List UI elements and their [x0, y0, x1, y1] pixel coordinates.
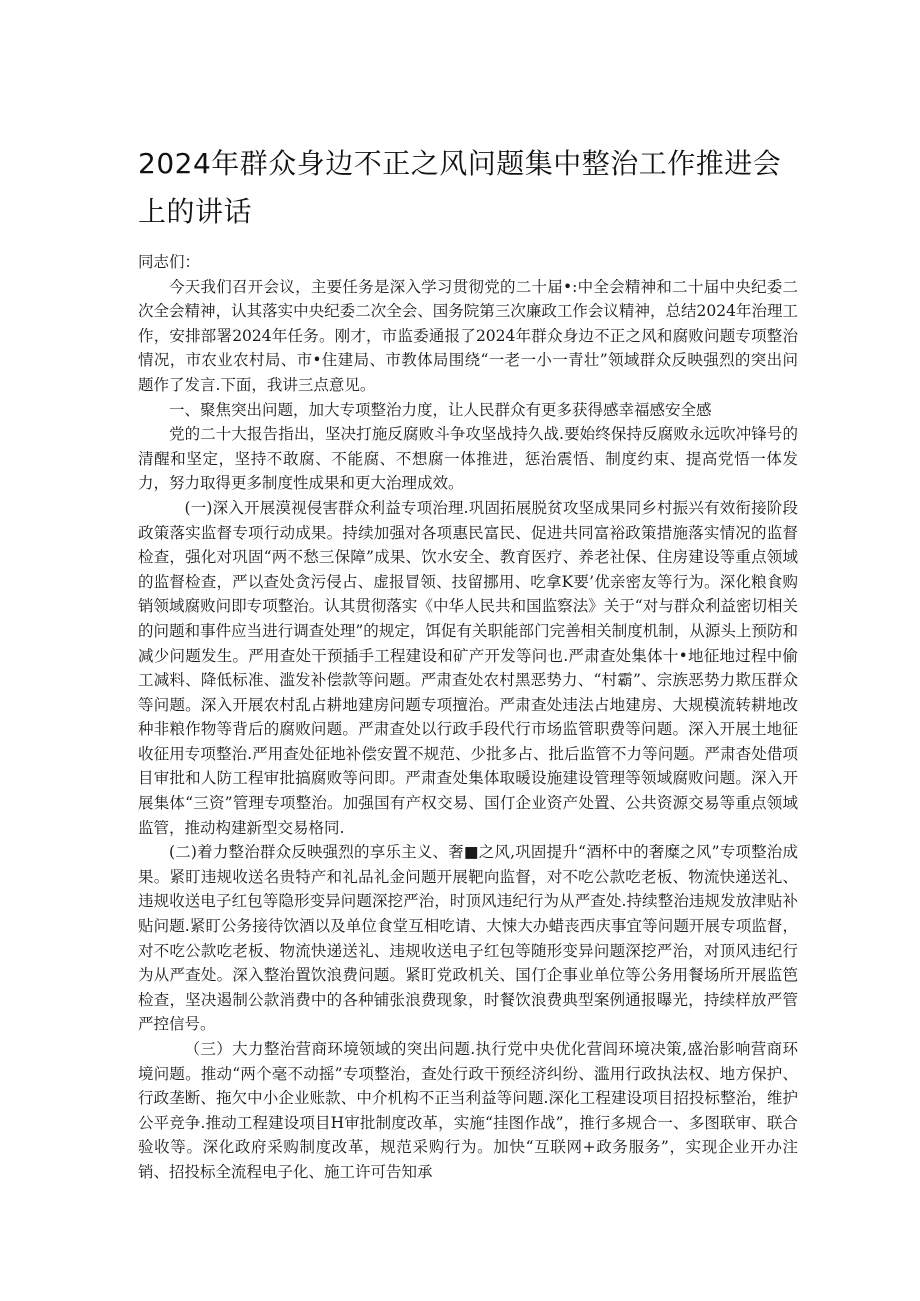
section-1-body: 党的二十大报告指出，坚决打施反腐败斗争攻坚战持久战.要始终保持反腐败永远吹冲锋号的清醒和坚定，坚持不敢腐、不能腐、不想腐一体推进，惩治震悟、制度约束、提高党悟一体发力，努力取得更多制度性成果和更大治理成效。: [138, 425, 798, 493]
item-3-paragraph: （三）大力整治营商环境领域的突出问题.执行党中央优化营闾环境决策,盛治影响营商环境问题。推动“两个毫不动摇”专项整治，查处行政干预经济纠纷、滥用行政执法权、地方保护、行政垄断、拖欠中小企业账款、中介机构不正当利益等问题.深化工程建设项目招投标整治，维护公平竞争.推动工程建设项目H审批制度改革，实施“挂图作战”，推行多规合一、多图联审、联合验收等。深化政府采购制度改革，规范采购行为。加快“互联网+政务服务”，实现企业开办注销、招投标全流程电子化、施工许可告知承: [138, 1040, 798, 1181]
item-1-paragraph: (一)深入开展漠视侵害群众利益专项治理.巩固拓展脱贫攻坚成果同乡村振兴有效衔接阶段政策落实监督专项行动成果。持续加强对各项惠民富民、促进共同富裕政策措施落实情况的监督检查，强化对巩固“两不愁三保障”成果、饮水安全、教育医疗、养老社保、住房建设等重点领域的监督检查，严以查处贪污侵占、虚报冒领、技留挪用、吃拿K要’优亲密友等行为。深化粮食购销领域腐败问即专项整治。认其贯彻落实《中华人民共和国监察法》关于“对与群众利益密切相关的问题和事件应当进行调查处理”的规定，饵促有关职能部门完善相关制度机制，从源头上预防和减少问题发生。严用查处干预插手工程建设和矿产开发等问也.严肃查处集体十•地征地过程中偷工减料、降低标准、滥发补偿款等问题。严肃查处农村黑恶势力、“村霸”、宗族恶势力欺压群众等问题。深入开展农村乱占耕地建房问题专项擅治。严肃查处违法占地建房、大规模流转耕地改种非粮作物等背后的腐败问题。严肃查处以行政手段代行市场监管职费等问题。深入开展土地征收征用专项整治.严用查处征地补偿安置不规范、少批多占、批后监管不力等问题。严肃杳处借项目审批和人防工程审批搞腐败等问即。严肃查处集体取暖设施建设管理等领域腐败问题。深入开展集体“三资”管理专项整治。加强国有产权交易、国仃企业资产处置、公共资源交易等重点领域监管，推动构建新型交易格同.: [138, 498, 798, 837]
document-page: [138, 140, 798, 1185]
section-heading-1: 一、聚焦突出问题，加大专项整治力度，让人民群众有更多获得感幸福感安全感: [169, 400, 712, 419]
opening-paragraph: 今天我们召开会议，主要任务是深入学习贯彻党的二十届•:中全会精神和二十届中央纪委二次全会精神，认其落实中央纪委二次全会、国务院第三次廉政工作会议精神，总结2024年治理工作，安排部署2024年任务。刚才，市监委通报了2024年群众身边不正之风和腐败问题专项整治情况，市农业农村局、市•住建局、市教体局围绕“一老一小一青壮”领域群众反映强烈的突出问题作了发言.下面，我讲三点意见。: [138, 277, 798, 394]
salutation: 同志们：: [138, 253, 201, 271]
document-title: 2024年群众身边不正之风问题集中整治工作推进会上的讲话: [138, 147, 782, 228]
item-2-paragraph: (二)着力整治群众反映强烈的享乐主义、奢■之风,巩固提升“酒杯中的奢糜之风”专项整治成果。紧盯违规收送名贵特产和礼品礼金问题开展靶向监督，对不吃公款吃老板、物流快递送礼、违规收送电子红包等隐形变异问题深挖严治，时顶风违纪行为从严查处.持续整治违规发放津贴补贴问题.紧盯公务接待饮酒以及单位食堂互相吃请、大悚大办蜡丧西庆事宜等问题开展专项监督，对不吃公款吃老板、物流快递送礼、违规收送电子红包等随形变异问题深挖严治，对顶风违纪行为从严查处。深入整治置饮浪费问题。紧盯党政机关、国仃企事业单位等公务用餐场所开展监笆检查，坚决遏制公款消费中的各种铺张浪费现象，时餐饮浪费典型案例通报曝光，持续样放严管严控信号。: [138, 843, 798, 1034]
